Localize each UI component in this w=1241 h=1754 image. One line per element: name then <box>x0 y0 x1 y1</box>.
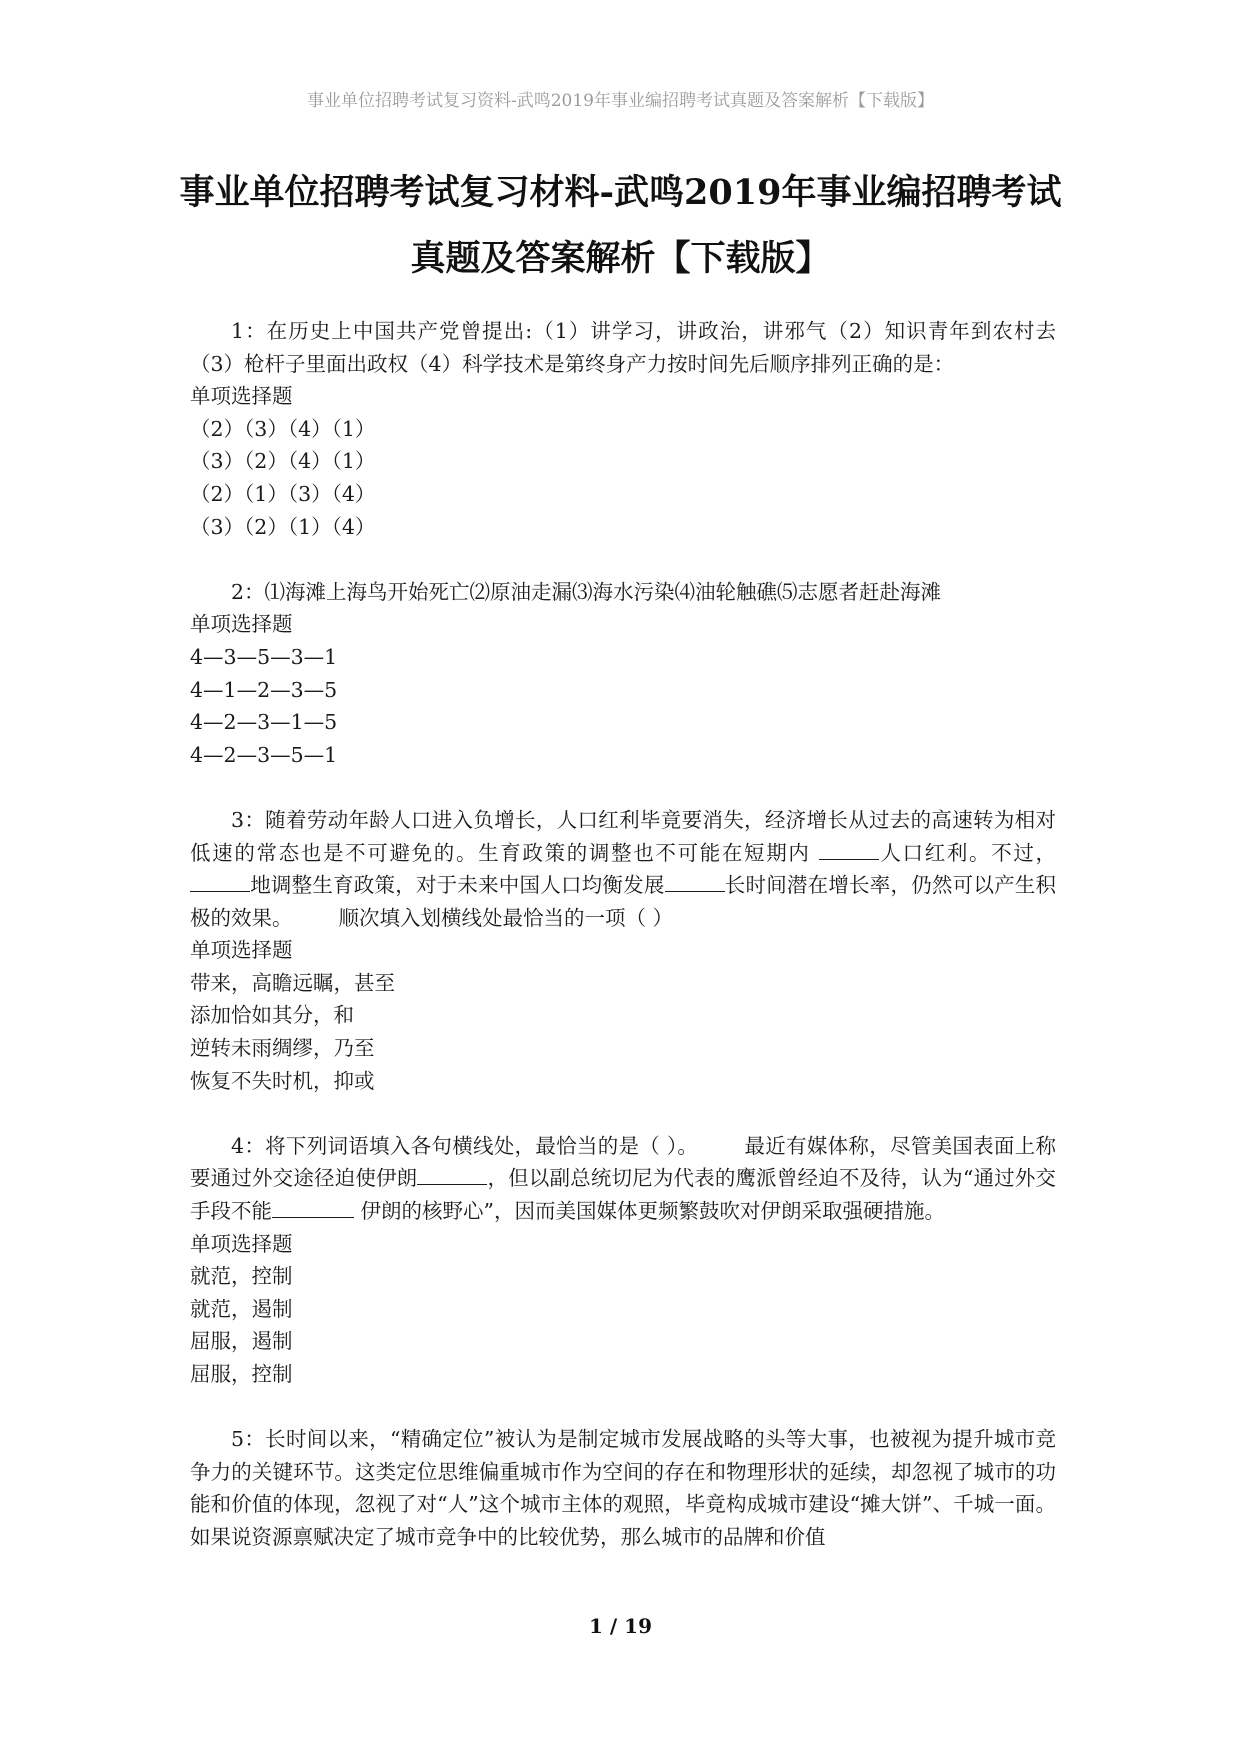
option-b: 就范，遏制 <box>190 1296 293 1321</box>
stem-text: 3：随着劳动年龄人口进入负增长，人口红利毕竟要消失，经济增长从过去的高速转为相对低速的常态也是不可避免的。生育政策的调整也不可能在短期内 <box>190 807 1056 865</box>
question-1 <box>190 315 1056 543</box>
stem-text: 长时间潜在增长率，仍然可以产生积极的效果。 <box>190 873 1057 930</box>
page-number: 1 / 19 <box>589 1614 652 1638</box>
option-a: （2）（3）（4）（1） <box>190 416 376 441</box>
option-b: 4—1—2—3—5 <box>190 677 338 702</box>
question-3 <box>190 804 1056 1097</box>
option-c: 4—2—3—1—5 <box>190 710 338 735</box>
question-stem <box>190 1130 1056 1228</box>
option-c: 屈服，遏制 <box>190 1329 293 1354</box>
question-type: 单项选择题 <box>190 938 293 963</box>
question-2 <box>190 576 1056 772</box>
document-title <box>150 160 1091 292</box>
question-stem: 5：长时间以来，“精确定位”被认为是制定城市发展战略的头等大事，也被视为提升城市竞争力的关键环节。这类定位思维偏重城市作为空间的存在和物理形状的延续，却忽视了城市的功能和价值的体现，忽视了对“人”这个城市主体的观照，毕竟构成城市建设“摊大饼”、千城一面。如果说资源禀赋决定了城市竞争中的比较优势，那么城市的品牌和价值 <box>190 1427 1056 1549</box>
question-type: 单项选择题 <box>190 1231 293 1256</box>
blank-line <box>665 869 725 892</box>
option-b: （3）（2）（4）（1） <box>190 449 376 474</box>
option-b: 添加恰如其分，和 <box>190 1003 354 1028</box>
stem-text: ，但以副总统切尼为代表的鹰派曾经迫不及待，认为“通过外交手段不能 <box>190 1166 1057 1224</box>
option-a: 就范，控制 <box>190 1264 293 1289</box>
option-d: 恢复不失时机，抑或 <box>190 1068 375 1093</box>
option-a: 带来，高瞻远瞩，甚至 <box>190 970 395 995</box>
stem-text: 地调整生育政策，对于未来中国人口均衡发展 <box>250 873 665 898</box>
stem-text: 人口红利。不过， <box>878 840 1057 865</box>
option-c: 逆转未雨绸缪，乃至 <box>190 1036 375 1061</box>
question-list <box>190 315 1056 1586</box>
stem-text: 伊朗的核野心”，因而美国媒体更频繁鼓吹对伊朗采取强硬措施。 <box>354 1199 945 1224</box>
option-d: （3）（2）（1）（4） <box>190 514 376 539</box>
question-stem: 2：⑴海滩上海鸟开始死亡⑵原油走漏⑶海水污染⑷油轮触礁⑸志愿者赶赴海滩 <box>231 579 942 604</box>
blank-line <box>417 1162 487 1185</box>
running-header: 事业单位招聘考试复习资料-武鸣2019年事业编招聘考试真题及答案解析【下载版】 <box>306 91 934 111</box>
stem-text: 4：将下列词语填入各句横线处，最恰当的是（ ）。 <box>231 1133 699 1158</box>
stem-instruction: 顺次填入划横线处最恰当的一项（ ） <box>338 905 674 930</box>
option-a: 4—3—5—3—1 <box>190 644 338 669</box>
question-5 <box>190 1423 1056 1553</box>
option-c: （2）（1）（3）（4） <box>190 481 376 506</box>
stem-text: 最近有媒体称，尽管美国表面上称要通过外交途径迫使伊朗 <box>190 1133 1057 1191</box>
option-d: 屈服，控制 <box>190 1362 293 1386</box>
blank-line <box>272 1195 354 1218</box>
question-stem: 1：在历史上中国共产党曾提出:（1）讲学习，讲政治，讲邪气（2）知识青年到农村去（3）枪杆子里面出政权（4）科学技术是第终身产力按时间先后顺序排列正确的是： <box>190 319 1056 376</box>
question-type: 单项选择题 <box>190 612 293 637</box>
question-stem <box>190 804 1056 934</box>
title-line-2: 真题及答案解析【下载版】 <box>410 238 831 279</box>
option-d: 4—2—3—5—1 <box>190 742 338 767</box>
blank-line <box>819 837 879 860</box>
question-type: 单项选择题 <box>190 384 293 409</box>
blank-line <box>190 869 250 892</box>
title-line-1: 事业单位招聘考试复习材料-武鸣2019年事业编招聘考试 <box>179 172 1062 213</box>
question-4 <box>190 1130 1056 1391</box>
